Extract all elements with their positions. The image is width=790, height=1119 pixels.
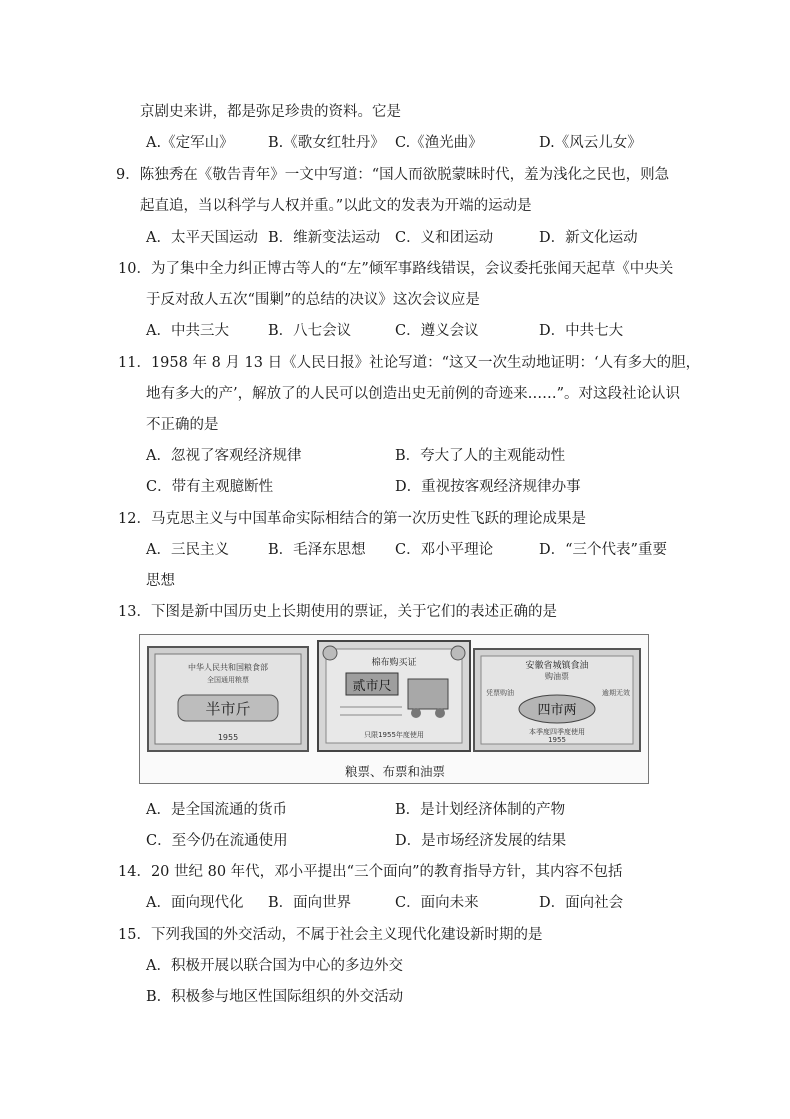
q13-option-b: B．是计划经济体制的产物	[395, 802, 566, 818]
cloth-ticket-header: 棉布购买证	[371, 658, 417, 668]
cloth-ticket-footer: 只限1955年度使用	[364, 731, 424, 739]
oil-ticket-left-note: 凭票购油	[486, 689, 514, 697]
q12-option-a: A．三民主义	[146, 542, 229, 558]
oil-ticket-header: 安徽省城镇食油	[525, 661, 589, 671]
q12-option-b: B．毛泽东思想	[268, 542, 366, 558]
q15-option-b: B．积极参与地区性国际组织的外交活动	[146, 989, 404, 1005]
q13-option-d: D．是市场经济发展的结果	[395, 833, 567, 849]
oil-ticket-right-note: 逾期无效	[602, 689, 630, 697]
q9-stem-line2: 起直追，当以科学与人权并重。”以此文的发表为开端的运动是	[140, 198, 532, 214]
q8-option-a: A.《定军山》	[146, 135, 234, 151]
oil-ticket	[474, 649, 640, 751]
q10-option-d: D．中共七大	[539, 323, 624, 339]
q8-continuation: 京剧史来讲，都是弥足珍贵的资料。它是	[140, 104, 401, 120]
oil-ticket-value: 四市两	[537, 703, 577, 718]
grain-ticket	[148, 647, 308, 751]
oil-ticket-year: 1955	[548, 736, 566, 744]
q11-option-c: C．带有主观臆断性	[146, 479, 274, 495]
q13-stem-line1: 13．下图是新中国历史上长期使用的票证，关于它们的表述正确的是	[118, 604, 557, 620]
q11-option-b: B．夸大了人的主观能动性	[395, 448, 566, 464]
oil-ticket-footer: 本季度四季度使用	[529, 728, 585, 736]
cloth-ticket	[318, 641, 470, 751]
cloth-ticket-value: 贰市尺	[352, 679, 392, 694]
grain-ticket-sub: 全国通用粮票	[207, 676, 249, 684]
q14-option-a: A．面向现代化	[146, 895, 244, 911]
figure-caption: 粮票、布票和油票	[344, 764, 445, 779]
q13-option-a: A．是全国流通的货币	[146, 802, 287, 818]
q10-option-b: B．八七会议	[268, 323, 352, 339]
q9-option-b: B．维新变法运动	[268, 230, 381, 246]
q11-option-d: D．重视按客观经济规律办事	[395, 479, 581, 495]
q10-stem-line2: 于反对敌人五次“围剿”的总结的决议》这次会议应是	[146, 292, 480, 308]
oil-ticket-title: 购油票	[545, 672, 569, 681]
q12-option-c: C．邓小平理论	[395, 542, 494, 558]
q11-option-a: A．忽视了客观经济规律	[146, 448, 302, 464]
q8-option-d: D.《风云儿女》	[539, 135, 642, 151]
q10-option-c: C．遵义会议	[395, 323, 479, 339]
q12-stem-line1: 12．马克思主义与中国革命实际相结合的第一次历史性飞跃的理论成果是	[118, 511, 586, 527]
q13-option-c: C．至今仍在流通使用	[146, 833, 288, 849]
q11-stem-line2: 地有多大的产’，解放了的人民可以创造出史无前例的奇迹来……”。对这段社论认识	[146, 386, 681, 402]
grain-ticket-value: 半市斤	[205, 700, 251, 718]
q9-stem-line1: 9．陈独秀在《敬告青年》一文中写道：“国人而欲脱蒙昧时代，羞为浅化之民也，则急	[116, 167, 670, 183]
q10-stem-line1: 10．为了集中全力纠正博古等人的“左”倾军事路线错误，会议委托张闻天起草《中央关	[118, 261, 674, 277]
q8-option-b: B.《歌女红牡丹》	[268, 135, 385, 151]
q14-option-c: C．面向未来	[395, 895, 479, 911]
q11-stem-line3: 不正确的是	[146, 417, 219, 433]
grain-ticket-header: 中华人民共和国粮食部	[188, 663, 268, 672]
q12-option-d-continuation: 思想	[146, 573, 175, 589]
q10-option-a: A．中共三大	[146, 323, 229, 339]
q14-stem-line1: 14．20 世纪 80 年代，邓小平提出“三个面向”的教育指导方针，其内容不包括	[118, 864, 623, 880]
q12-option-d: D．“三个代表”重要	[539, 542, 667, 558]
grain-ticket-year: 1955	[217, 733, 239, 742]
q14-option-d: D．面向社会	[539, 895, 624, 911]
q9-option-c: C．义和团运动	[395, 230, 494, 246]
q11-stem-line1: 11．1958 年 8 月 13 日《人民日报》社论写道：“这又一次生动地证明：‘人有多大的胆，	[118, 355, 701, 371]
q14-option-b: B．面向世界	[268, 895, 352, 911]
q9-option-a: A．太平天国运动	[146, 230, 258, 246]
ration-tickets-image	[140, 635, 648, 761]
ration-tickets-figure	[139, 634, 649, 784]
q8-option-c: C.《渔光曲》	[395, 135, 483, 151]
q9-option-d: D．新文化运动	[539, 230, 638, 246]
q15-stem-line1: 15．下列我国的外交活动，不属于社会主义现代化建设新时期的是	[118, 927, 543, 943]
q15-option-a: A．积极开展以联合国为中心的多边外交	[146, 958, 403, 974]
